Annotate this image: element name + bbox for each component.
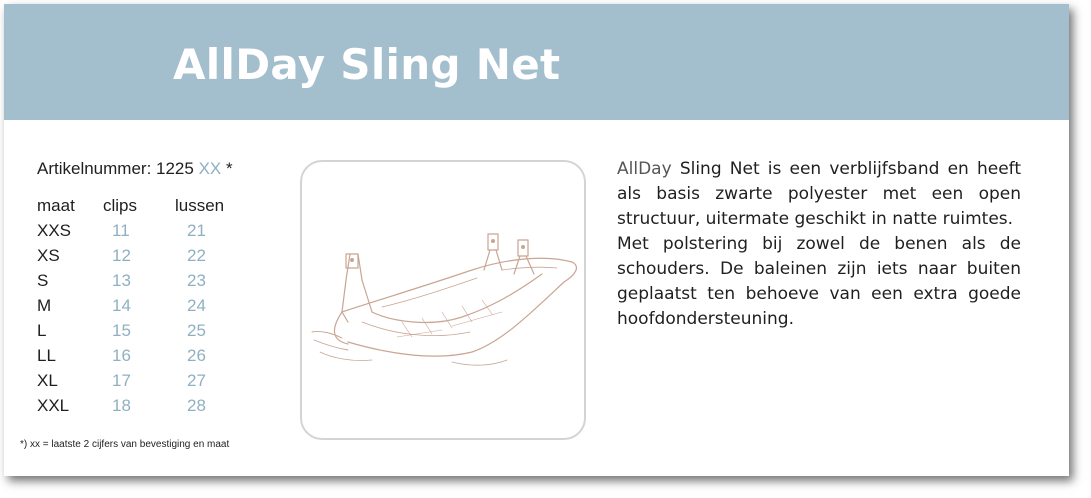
size-maat: S	[37, 270, 49, 290]
size-lussen: 27	[187, 370, 206, 390]
header-clips: clips	[103, 195, 138, 215]
size-table	[37, 193, 255, 418]
size-maat: LL	[37, 345, 56, 365]
illustration-frame	[300, 160, 586, 440]
size-table-header	[37, 193, 255, 218]
size-lussen: 25	[187, 320, 206, 340]
size-clips: 16	[112, 345, 131, 365]
description-text-1: Sling Net is een verblijfsband en heeft als basis zwarte polyester met een open structuur, uitermate geschikt in natte ruimtes.	[617, 159, 1022, 229]
size-clips: 12	[112, 245, 131, 265]
product-card	[4, 4, 1069, 476]
table-row	[37, 293, 255, 318]
size-clips: 15	[112, 320, 131, 340]
size-maat: XL	[37, 370, 58, 390]
article-label: Artikelnummer: 1225	[37, 159, 194, 178]
table-row	[37, 368, 255, 393]
table-row	[37, 343, 255, 368]
table-row	[37, 243, 255, 268]
table-row	[37, 318, 255, 343]
size-lussen: 24	[187, 295, 206, 315]
table-row	[37, 268, 255, 293]
size-lussen: 22	[187, 245, 206, 265]
size-maat: XXL	[37, 395, 70, 415]
description-paragraph-2: Met polstering bij zowel de benen als de schouders. De baleinen zijn iets naar buiten geplaatst ten behoeve van een extra goede hoofdondersteuning.	[617, 234, 1021, 329]
size-clips: 13	[112, 270, 131, 290]
size-maat: L	[37, 320, 47, 340]
header-maat: maat	[37, 195, 75, 215]
size-clips: 18	[112, 395, 131, 415]
header-lussen: lussen	[175, 195, 225, 215]
size-lussen: 28	[187, 395, 206, 415]
size-maat: M	[37, 295, 52, 315]
description-paragraph-1	[617, 157, 1021, 232]
header-bar	[4, 4, 1069, 120]
table-row	[37, 393, 255, 418]
size-lussen: 26	[187, 345, 206, 365]
sling-illustration-icon	[302, 162, 584, 438]
article-code: XX	[198, 159, 222, 178]
footnote: *) xx = laatste 2 cijfers van bevestiging en maat	[20, 439, 230, 450]
size-clips: 11	[112, 220, 130, 240]
table-row	[37, 218, 255, 243]
size-maat: XXS	[37, 220, 72, 240]
article-mark: *	[226, 159, 233, 178]
page-title: AllDay Sling Net	[173, 40, 561, 89]
size-lussen: 23	[187, 270, 206, 290]
size-clips: 14	[112, 295, 131, 315]
brand-name: AllDay	[617, 159, 672, 179]
size-clips: 17	[112, 370, 131, 390]
product-description	[617, 157, 1021, 332]
size-maat: XS	[37, 245, 60, 265]
article-number	[37, 159, 233, 179]
size-lussen: 21	[187, 220, 206, 240]
